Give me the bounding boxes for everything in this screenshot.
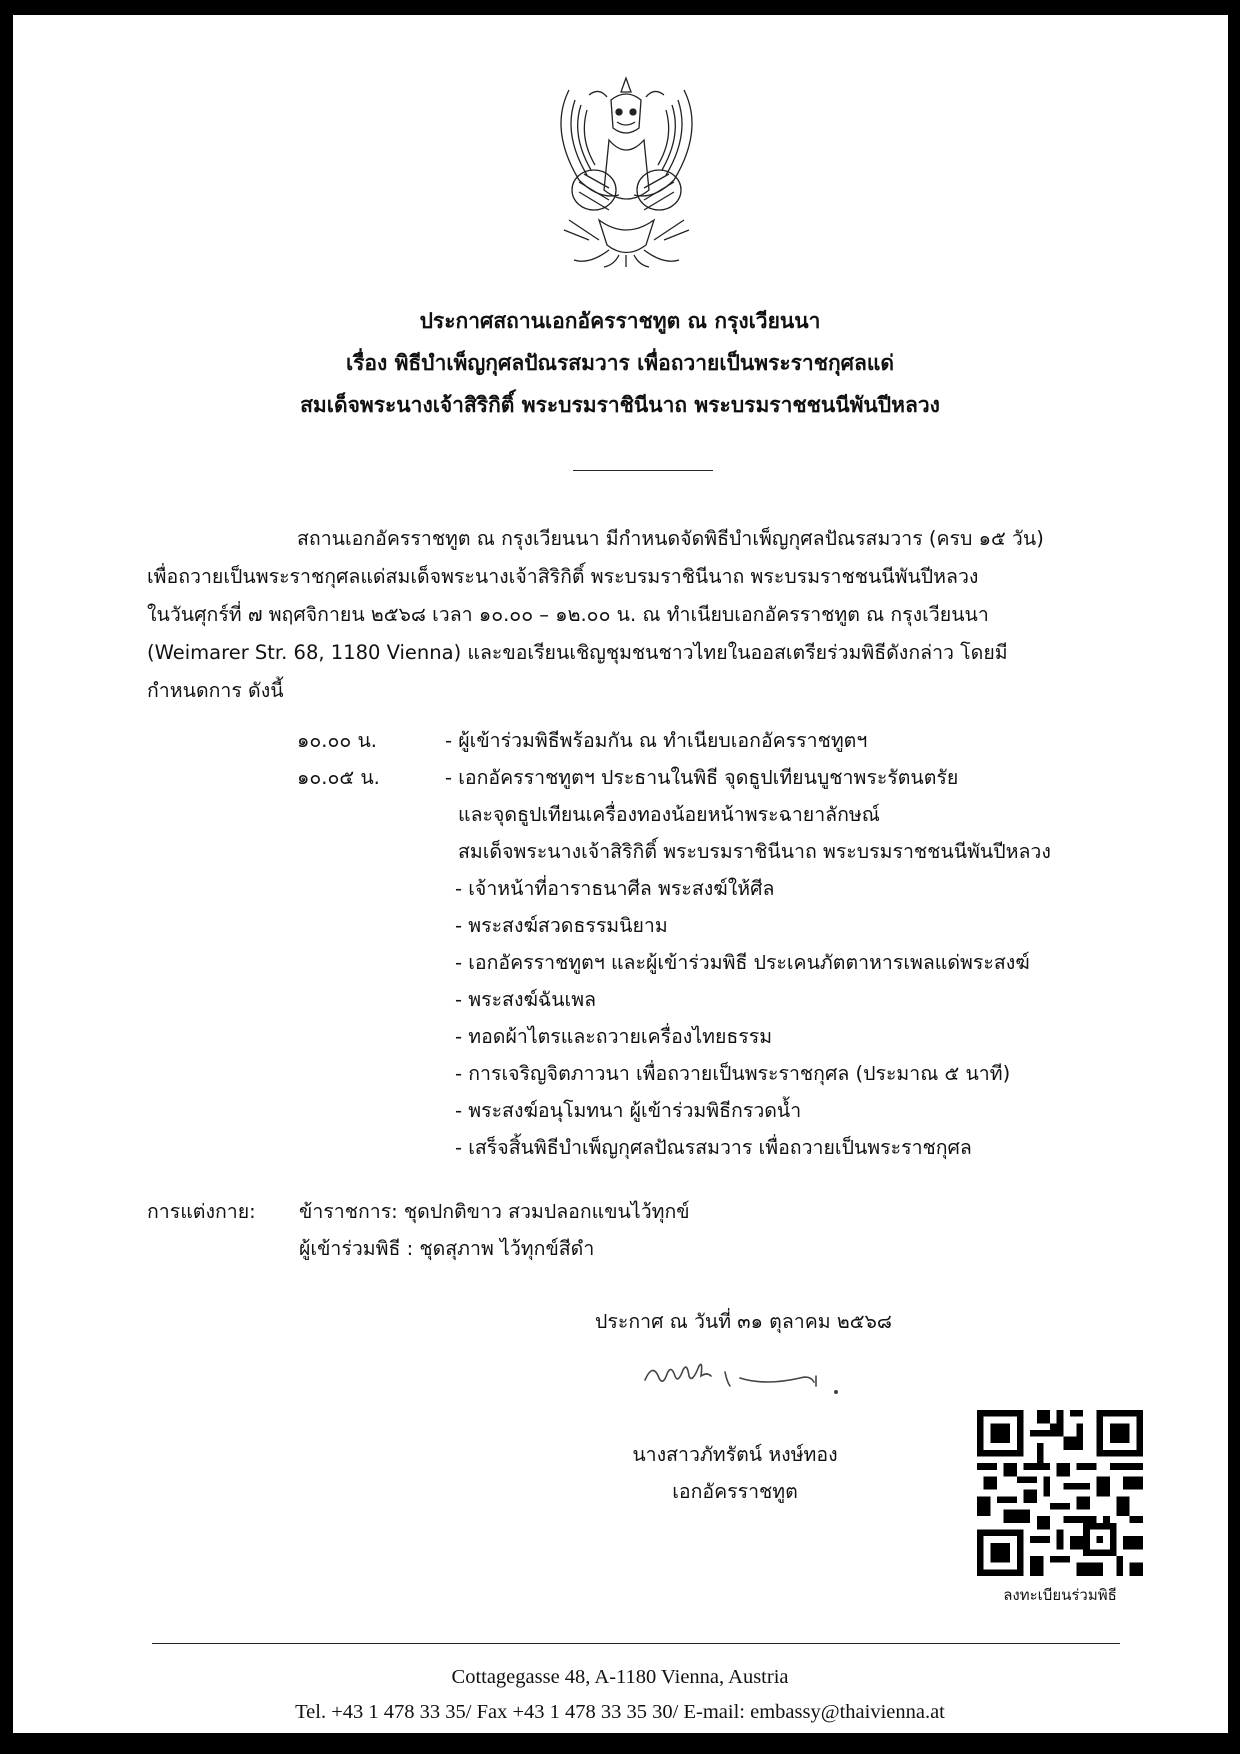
body-line-4: (Weimarer Str. 68, 1180 Vienna) และขอเรียนเชิญชุมชนชาวไทยในออสเตรียร่วมพิธีดังกล่าว โดยมี bbox=[147, 641, 1008, 664]
announcement-body bbox=[147, 520, 1107, 710]
title-divider bbox=[573, 470, 713, 471]
schedule-item: - เสร็จสิ้นพิธีบำเพ็ญกุศลปัณรสมวาร เพื่อถวายเป็นพระราชกุศล bbox=[455, 1136, 972, 1159]
schedule-item: - เอกอัครราชทูตฯ และผู้เข้าร่วมพิธี ประเคนภัตตาหารเพลแด่พระสงฆ์ bbox=[455, 951, 1030, 974]
schedule-item: - พระสงฆ์ฉันเพล bbox=[455, 988, 597, 1011]
schedule-item: - เอกอัครราชทูตฯ ประธานในพิธี จุดธูปเทียนบูชาพระรัตนตรัย bbox=[445, 766, 959, 789]
handwritten-signature-icon bbox=[640, 1350, 880, 1400]
body-line-1: สถานเอกอัครราชทูต ณ กรุงเวียนนา มีกำหนดจัดพิธีบำเพ็ญกุศลปัณรสมวาร (ครบ ๑๕ วัน) bbox=[297, 527, 1044, 550]
schedule bbox=[297, 722, 1051, 1166]
body-line-5: กำหนดการ ดังนี้ bbox=[147, 679, 284, 702]
schedule-item: - เจ้าหน้าที่อาราธนาศีล พระสงฆ์ให้ศีล bbox=[455, 877, 775, 900]
schedule-time: ๑๐.๐๐ น. bbox=[297, 729, 378, 752]
signer-name: นางสาวภัทรัตน์ หงษ์ทอง bbox=[632, 1443, 838, 1466]
schedule-item: - ผู้เข้าร่วมพิธีพร้อมกัน ณ ทำเนียบเอกอัครราชทูตฯ bbox=[445, 729, 868, 752]
signer-block bbox=[590, 1436, 880, 1510]
dress-code-line: ผู้เข้าร่วมพิธี : ชุดสุภาพ ไว้ทุกข์สีดำ bbox=[299, 1237, 595, 1260]
schedule-item: - การเจริญจิตภาวนา เพื่อถวายเป็นพระราชกุศล (ประมาณ ๕ นาที) bbox=[455, 1062, 1011, 1085]
letterhead-footer bbox=[0, 1660, 1240, 1730]
dress-code bbox=[147, 1193, 690, 1267]
schedule-row bbox=[297, 722, 1051, 759]
registration-qr-code-icon[interactable] bbox=[977, 1410, 1143, 1576]
garuda-emblem-icon bbox=[539, 70, 714, 270]
schedule-continuation: และจุดธูปเทียนเครื่องทองน้อยหน้าพระฉายาลักษณ์ bbox=[458, 803, 880, 826]
announcement-date: ประกาศ ณ วันที่ ๓๑ ตุลาคม ๒๕๖๘ bbox=[595, 1310, 892, 1333]
qr-label: ลงทะเบียนร่วมพิธี bbox=[1003, 1586, 1117, 1604]
title-line-1: ประกาศสถานเอกอัครราชทูต ณ กรุงเวียนนา bbox=[419, 309, 821, 333]
schedule-item: - พระสงฆ์อนุโมทนา ผู้เข้าร่วมพิธีกรวดน้ำ bbox=[455, 1099, 802, 1122]
schedule-item: - พระสงฆ์สวดธรรมนิยาม bbox=[455, 914, 668, 937]
title-line-2: เรื่อง พิธีบำเพ็ญกุศลปัณรสมวาร เพื่อถวายเป็นพระราชกุศลแด่ bbox=[345, 351, 895, 375]
schedule-row bbox=[297, 759, 1051, 796]
signer-position: เอกอัครราชทูต bbox=[672, 1480, 798, 1503]
dress-code-label: การแต่งกาย: bbox=[147, 1200, 256, 1223]
schedule-continuation: สมเด็จพระนางเจ้าสิริกิติ์ พระบรมราชินีนาถ พระบรมราชชนนีพันปีหลวง bbox=[458, 840, 1051, 863]
footer-divider bbox=[152, 1643, 1120, 1644]
body-line-2: เพื่อถวายเป็นพระราชกุศลแด่สมเด็จพระนางเจ้าสิริกิติ์ พระบรมราชินีนาถ พระบรมราชชนนีพันปีหลวง bbox=[147, 565, 979, 588]
embassy-address: Cottagegasse 48, A-1180 Vienna, Austria bbox=[451, 1666, 789, 1688]
embassy-contact: Tel. +43 1 478 33 35/ Fax +43 1 478 33 35 30/ E-mail: embassy@thaivienna.at bbox=[295, 1701, 945, 1723]
schedule-time: ๑๐.๐๕ น. bbox=[297, 766, 380, 789]
dress-code-line: ข้าราชการ: ชุดปกติขาว สวมปลอกแขนไว้ทุกข์ bbox=[299, 1200, 690, 1223]
schedule-item: - ทอดผ้าไตรและถวายเครื่องไทยธรรม bbox=[455, 1025, 773, 1048]
body-line-3: ในวันศุกร์ที่ ๗ พฤศจิกายน ๒๕๖๘ เวลา ๑๐.๐๐ – ๑๒.๐๐ น. ณ ทำเนียบเอกอัครราชทูต ณ กรุงเวียนนา bbox=[147, 603, 989, 626]
announcement-title bbox=[0, 300, 1240, 426]
title-line-3: สมเด็จพระนางเจ้าสิริกิติ์ พระบรมราชินีนาถ พระบรมราชชนนีพันปีหลวง bbox=[300, 393, 940, 417]
